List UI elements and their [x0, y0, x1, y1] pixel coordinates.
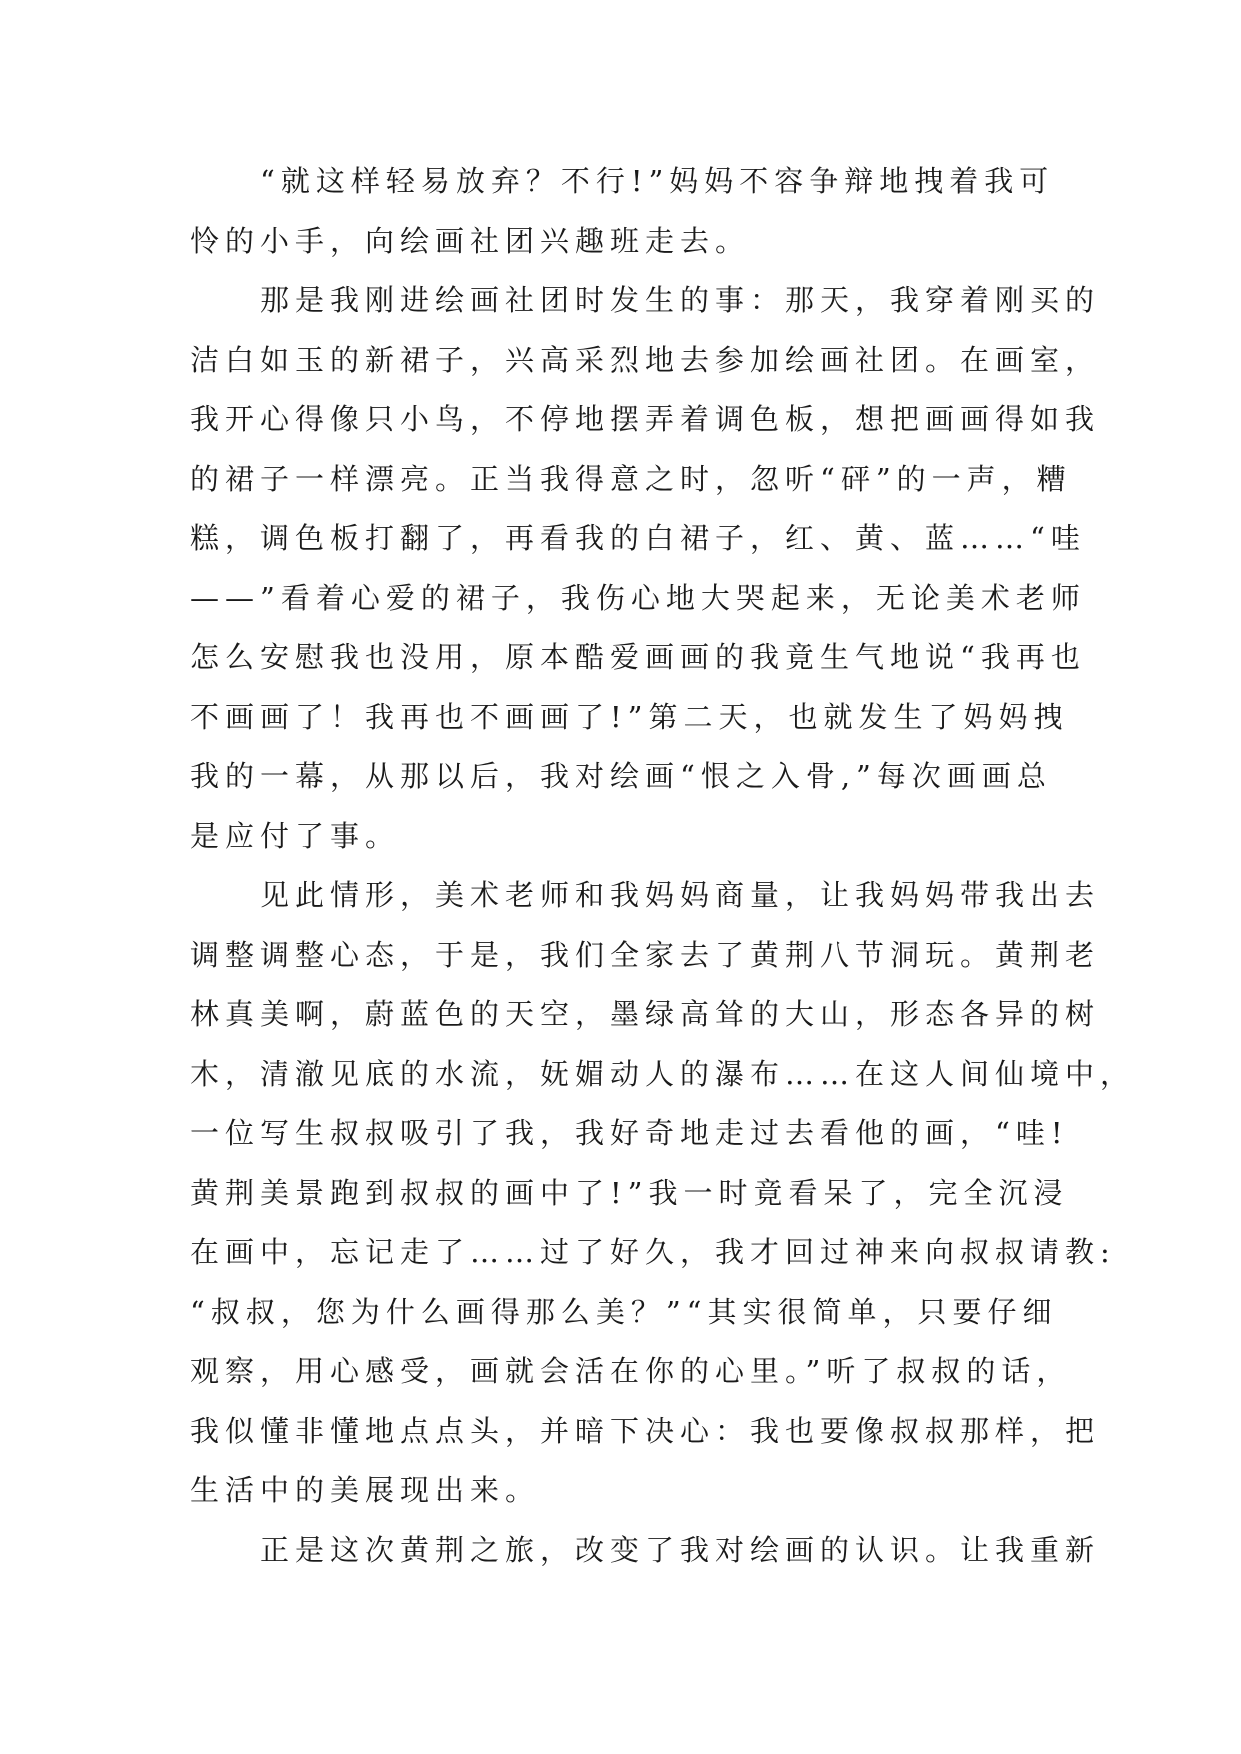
text-line: 木，清澈见底的水流，妩媚动人的瀑布……在这人间仙境中， [190, 1056, 1136, 1091]
text-line: 我似懂非懂地点点头，并暗下决心：我也要像叔叔那样，把 [190, 1413, 1101, 1448]
text-line: ——”看着心爱的裙子，我伤心地大哭起来，无论美术老师 [190, 580, 1086, 615]
text-line: “就这样轻易放弃？不行!”妈妈不容争辩地拽着我可 [260, 164, 1055, 198]
text-line: 见此情形，美术老师和我妈妈商量，让我妈妈带我出去 [260, 878, 1101, 912]
text-line: 一位写生叔叔吸引了我，我好奇地走过去看他的画，“哇! [190, 1116, 1069, 1150]
text-line: 我开心得像只小鸟，不停地摆弄着调色板，想把画画得如我 [190, 402, 1101, 436]
text-line: 调整调整心态，于是，我们全家去了黄荆八节洞玩。黄荆老 [190, 937, 1101, 972]
text-line: 生活中的美展现出来。 [190, 1473, 541, 1507]
text-line: 林真美啊，蔚蓝色的天空，墨绿高耸的大山，形态各异的树 [190, 997, 1101, 1031]
text-line: 洁白如玉的新裙子，兴高采烈地去参加绘画社团。在画室， [190, 342, 1101, 377]
text-line: “叔叔，您为什么画得那么美？”“其实很简单，只要仔细 [190, 1294, 1058, 1329]
text-line: 不画画了！我再也不画画了!”第二天，也就发生了妈妈拽 [190, 699, 1069, 734]
text-line: 糕，调色板打翻了，再看我的白裙子，红、黄、蓝……“哇 [190, 521, 1086, 555]
text-line: 那是我刚进绘画社团时发生的事：那天，我穿着刚买的 [260, 283, 1101, 317]
text-line: 我的一幕，从那以后，我对绘画“恨之入骨,”每次画画总 [190, 759, 1052, 793]
text-line: 的裙子一样漂亮。正当我得意之时，忽听“砰”的一声，糟 [190, 461, 1072, 496]
text-line: 观察，用心感受，画就会活在你的心里。”听了叔叔的话， [190, 1354, 1072, 1388]
text-line: 正是这次黄荆之旅，改变了我对绘画的认识。让我重新 [260, 1532, 1101, 1567]
text-line: 在画中，忘记走了……过了好久，我才回过神来向叔叔请教: [190, 1235, 1116, 1269]
text-line: 怎么安慰我也没用，原本酷爱画画的我竟生气地说“我再也 [190, 640, 1086, 674]
essay-body [190, 152, 1136, 1580]
text-line: 怜的小手，向绘画社团兴趣班走去。 [190, 223, 751, 258]
text-line: 是应付了事。 [190, 818, 401, 853]
text-line: 黄荆美景跑到叔叔的画中了!”我一时竟看呆了，完全沉浸 [190, 1175, 1069, 1210]
